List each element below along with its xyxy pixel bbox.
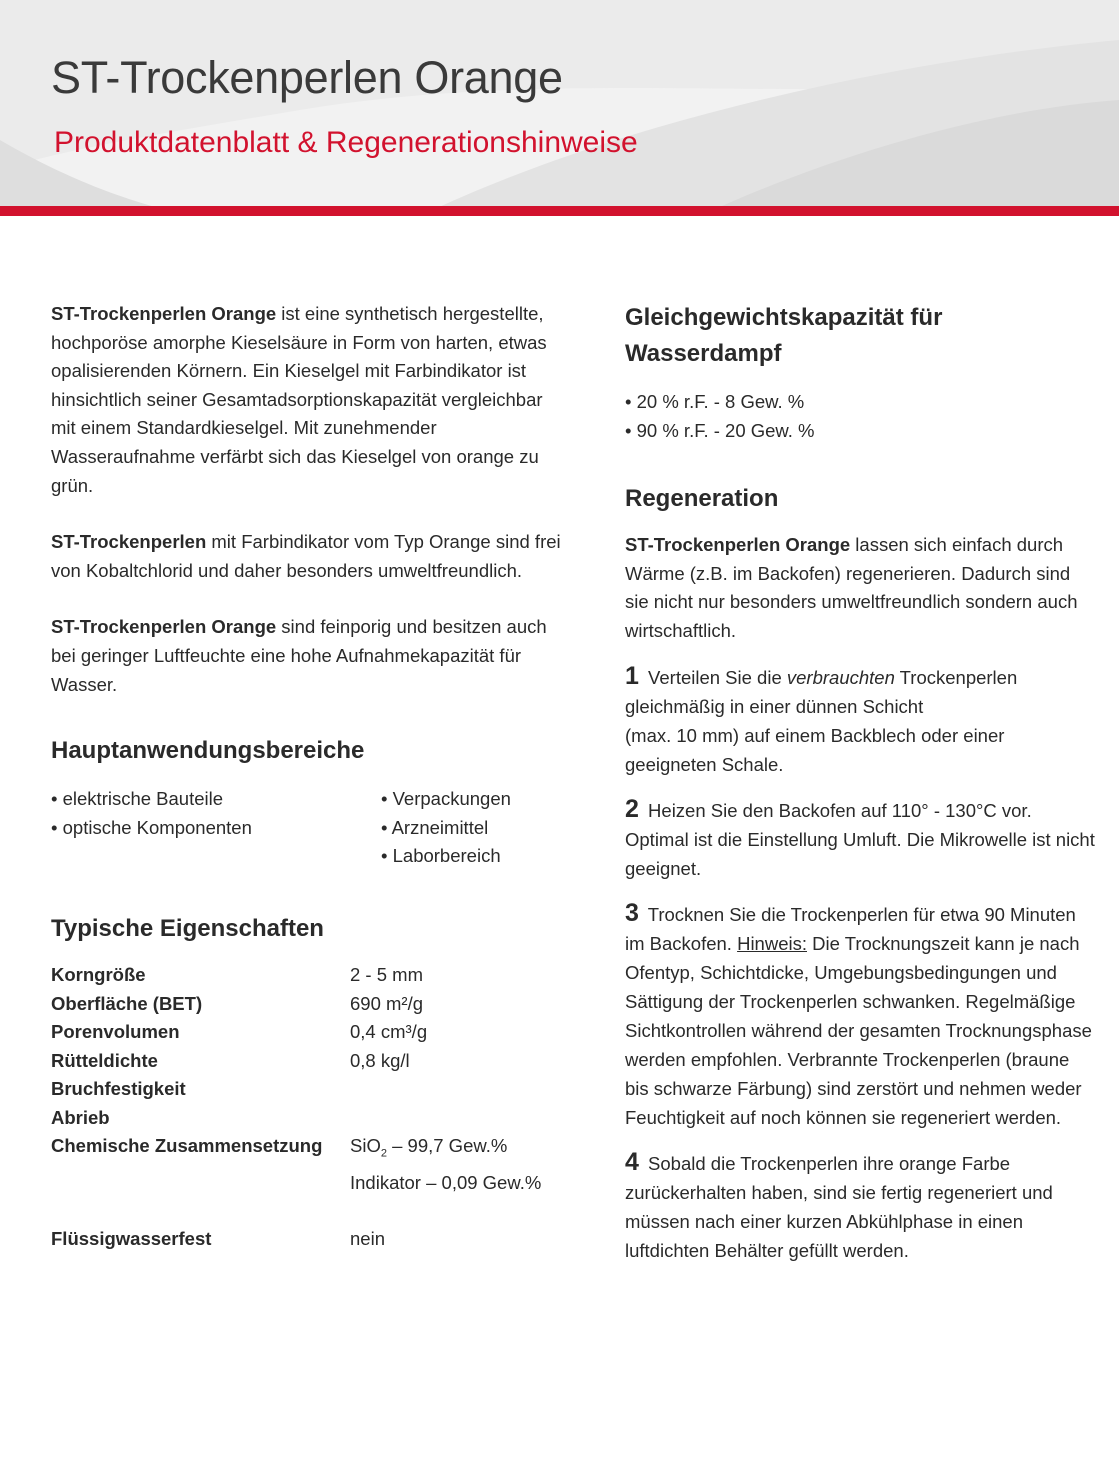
accent-bar (0, 206, 1119, 216)
applications-list (51, 785, 571, 871)
property-label: Bruchfestigkeit (51, 1078, 186, 1100)
property-row (51, 1047, 571, 1076)
step-note-label: Hinweis: (737, 932, 807, 954)
property-label: Oberfläche (BET) (51, 992, 203, 1014)
header-banner (0, 0, 1119, 216)
step-text: Trockenperlen gleichmäßig in einer dünnen Schicht (625, 666, 1018, 717)
product-name-bold: ST-Trockenperlen Orange (51, 616, 277, 638)
step-text: Heizen Sie den Backofen auf 110° - 130°C vor. Optimal ist die Einstellung Umluft. Die Mikrowelle ist nicht geeignet. (625, 799, 1095, 879)
intro-text-1: ist eine synthetisch hergestellte, hochporöse amorphe Kieselsäure in Form von harten, etwas opalisierenden Körnern. Ein Kieselgel mit Farbindikator ist hinsichtlich seiner Gesamtadsorptionskapazität vergleichbar mit einem Standardkieselgel. Mit zunehmender Wasseraufnahme verfärbt sich das Kieselgel von orange zu grün. (51, 303, 547, 496)
properties-table (51, 961, 571, 1254)
product-name-bold: ST-Trockenperlen (51, 531, 207, 553)
capacity-list (625, 388, 1095, 445)
intro-paragraph-3 (51, 613, 571, 699)
properties-heading: Typische Eigenschaften (51, 914, 324, 942)
property-row (51, 1225, 571, 1254)
property-value: nein (350, 1228, 385, 1250)
list-item: • 20 % r.F. - 8 Gew. % (625, 391, 805, 412)
step-text: Die Trocknungszeit kann je nach Ofentyp, Schichtdicke, Umgebungsbedingungen und Sättigung der Trockenperlen schwanken. Regelmäßige Sichtkontrollen während der gesamten Trocknungsphase werden empfohlen. Verbrannte Trockenperlen (braune bis schwarze Färbung) sind zerstört und nehmen weder Feuchtigkeit auf noch können sie regeneriert werden. (625, 932, 1092, 1128)
property-row (51, 1075, 571, 1104)
regeneration-step-1 (625, 662, 1095, 779)
intro-text-2: mit Farbindikator vom Typ Orange sind frei von Kobaltchlorid und daher besonders umweltfreundlich. (51, 531, 561, 581)
list-item: • 90 % r.F. - 20 Gew. % (625, 419, 815, 441)
property-label: Flüssigwasserfest (51, 1228, 212, 1250)
property-value (350, 1104, 571, 1133)
step-number: 2 (625, 794, 639, 823)
intro-paragraph-2 (51, 528, 571, 585)
list-item: • elektrische Bauteile (51, 788, 224, 810)
step-number: 4 (625, 1147, 639, 1176)
header-background-graphic (0, 0, 1119, 216)
property-value: 0,4 cm³/g (350, 1021, 428, 1043)
property-value: 2 - 5 mm (350, 963, 423, 985)
right-column (625, 300, 1095, 1281)
list-item: • Arzneimittel (381, 816, 489, 838)
property-value (350, 1075, 571, 1104)
chem-formula-subscript: 2 (380, 1148, 387, 1161)
property-row-chemical (51, 1132, 571, 1197)
step-number: 3 (625, 898, 639, 927)
property-label: Rütteldichte (51, 1049, 158, 1071)
product-name-bold: ST-Trockenperlen Orange (51, 303, 277, 324)
list-item: • Laborbereich (381, 845, 501, 867)
step-text: Sobald die Trockenperlen ihre orange Farbe zurückerhalten haben, sind sie fertig regeneriert und müssen nach einer kurzen Abkühlphase in einen luftdichten Behälter gefüllt werden. (625, 1152, 1053, 1261)
chem-sio2-value: – 99,7 Gew.% (386, 1135, 508, 1157)
step-text-emphasis: verbrauchten (786, 666, 895, 688)
list-item: • optische Komponenten (51, 816, 252, 838)
regeneration-intro-text: lassen sich einfach durch Wärme (z.B. im Backofen) regenerieren. Dadurch sind sie nicht nur besonders umweltfreundlich sondern auch wirtschaftlich. (625, 534, 1078, 641)
property-row (51, 1018, 571, 1047)
property-row (51, 961, 571, 990)
applications-heading: Hauptanwendungsbereiche (51, 737, 365, 765)
intro-text-3: sind feinporig und besitzen auch bei geringer Luftfeuchte eine hohe Aufnahmekapazität für Wasser. (51, 616, 547, 695)
property-label: Korngröße (51, 963, 146, 985)
page-subtitle: Produktdatenblatt & Regenerationshinweise (54, 126, 638, 159)
regeneration-intro (625, 531, 1095, 645)
property-value: 0,8 kg/l (350, 1049, 410, 1071)
property-row (51, 990, 571, 1019)
step-text: (max. 10 mm) auf einem Backblech oder einer geeigneten Schale. (625, 724, 1005, 775)
property-value: 690 m²/g (350, 992, 424, 1014)
left-column (51, 300, 571, 1254)
regeneration-step-3 (625, 899, 1095, 1132)
chem-indicator-value: Indikator – 0,09 Gew.% (350, 1171, 542, 1193)
property-label: Porenvolumen (51, 1021, 180, 1043)
step-text: Verteilen Sie die (648, 666, 787, 688)
property-row (51, 1104, 571, 1133)
page-title: ST-Trockenperlen Orange (51, 52, 563, 103)
regeneration-step-4 (625, 1148, 1095, 1265)
property-label: Abrieb (51, 1106, 110, 1128)
list-item: • Verpackungen (381, 788, 511, 810)
capacity-heading: Gleichgewichtskapazität für Wasserdampf (625, 304, 943, 367)
step-text: Trocknen Sie die Trockenperlen für etwa 90 Minuten im Backofen. (625, 903, 1076, 954)
regeneration-step-2 (625, 795, 1095, 883)
property-label: Chemische Zusammensetzung (51, 1135, 323, 1157)
regeneration-heading: Regeneration (625, 485, 779, 513)
property-value (350, 1132, 571, 1197)
applications-col-2 (381, 785, 511, 871)
applications-col-1 (51, 785, 381, 871)
chem-formula: SiO (350, 1135, 381, 1157)
step-number: 1 (625, 661, 639, 690)
intro-paragraph-1 (51, 300, 571, 500)
product-name-bold: ST-Trockenperlen Orange (625, 534, 851, 556)
